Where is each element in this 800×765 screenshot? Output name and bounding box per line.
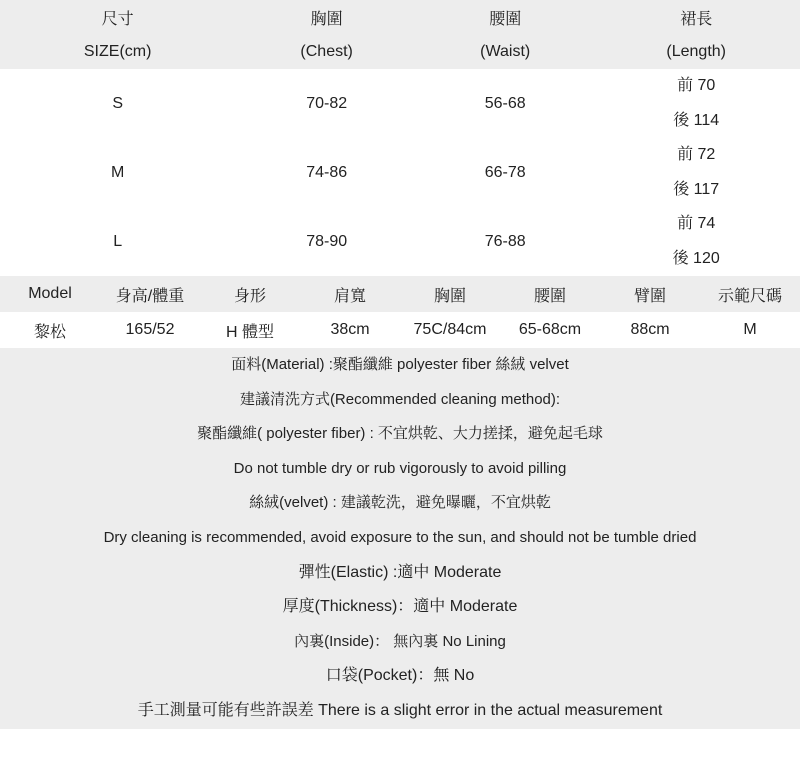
- model-value-cell: 38cm: [300, 312, 400, 348]
- header-length-en: (Length): [592, 35, 800, 70]
- length-value: [592, 207, 800, 276]
- size-label: S: [0, 69, 235, 138]
- header-waist-en: (Waist): [418, 35, 592, 70]
- length-back: 後 120: [672, 249, 720, 267]
- waist-value: 66-78: [418, 138, 592, 207]
- length-front: 前 74: [677, 215, 716, 232]
- header-length-zh: 裙長: [592, 0, 800, 35]
- model-header-cell: Model: [0, 276, 100, 312]
- size-chart-header-zh: [0, 0, 800, 35]
- thickness-note: 厚度(Thickness)：適中 Moderate: [282, 598, 518, 616]
- model-value-row: [0, 312, 800, 348]
- length-front: 前 72: [677, 146, 716, 163]
- size-row-m: [0, 138, 800, 207]
- measurement-disclaimer: 手工測量可能有些許誤差 There is a slight error in the actual measurement: [137, 701, 663, 719]
- length-back: 後 114: [673, 111, 720, 129]
- model-header-cell: 胸圍: [400, 276, 500, 312]
- waist-value: 76-88: [418, 207, 592, 276]
- polyester-care-note-en: Do not tumble dry or rub vigorously to avoid pilling: [233, 459, 567, 477]
- size-row-s: [0, 69, 800, 138]
- length-front: 前 70: [677, 77, 716, 94]
- model-value-cell: 黎松: [0, 312, 100, 348]
- model-header-row: [0, 276, 800, 312]
- chest-value: 78-90: [235, 207, 418, 276]
- model-value-cell: M: [700, 312, 800, 348]
- model-header-cell: 示範尺碼: [700, 276, 800, 312]
- header-size-zh: 尺寸: [0, 0, 235, 35]
- model-value-cell: 88cm: [600, 312, 700, 348]
- model-value-cell: H 體型: [200, 312, 300, 348]
- model-value-cell: 165/52: [100, 312, 200, 348]
- length-value: [592, 69, 800, 138]
- polyester-care-note: 聚酯纖維( polyester fiber) : 不宜烘乾、大力搓揉，避免起毛球: [197, 425, 603, 443]
- model-header-cell: 身形: [200, 276, 300, 312]
- chest-value: 74-86: [235, 138, 418, 207]
- model-value-cell: 75C/84cm: [400, 312, 500, 348]
- bottom-spacer: [0, 729, 800, 765]
- length-value: [592, 138, 800, 207]
- velvet-care-note: 絲絨(velvet) : 建議乾洗，避免曝曬，不宜烘乾: [249, 494, 551, 512]
- model-info-table: [0, 276, 800, 348]
- length-back: 後 117: [673, 180, 720, 198]
- chest-value: 70-82: [235, 69, 418, 138]
- size-row-l: [0, 207, 800, 276]
- header-waist-zh: 腰圍: [418, 0, 592, 35]
- model-header-cell: 身高/體重: [100, 276, 200, 312]
- size-label: L: [0, 207, 235, 276]
- product-notes: [0, 348, 800, 729]
- header-size-en: SIZE(cm): [0, 35, 235, 70]
- cleaning-method-title: 建議清洗方式(Recommended cleaning method):: [239, 390, 561, 408]
- pocket-note: 口袋(Pocket)：無 No: [325, 667, 475, 685]
- elastic-note: 彈性(Elastic) :適中 Moderate: [298, 563, 502, 581]
- waist-value: 56-68: [418, 69, 592, 138]
- header-chest-zh: 胸圍: [235, 0, 418, 35]
- size-chart-header-en: [0, 35, 800, 70]
- model-header-cell: 臂圍: [600, 276, 700, 312]
- model-value-cell: 65-68cm: [500, 312, 600, 348]
- model-header-cell: 腰圍: [500, 276, 600, 312]
- material-note: 面料(Material) :聚酯纖維 polyester fiber 絲絨 velvet: [231, 356, 569, 373]
- velvet-care-note-en: Dry cleaning is recommended, avoid exposure to the sun, and should not be tumble dried: [103, 528, 697, 546]
- header-chest-en: (Chest): [235, 35, 418, 70]
- size-label: M: [0, 138, 235, 207]
- model-header-cell: 肩寬: [300, 276, 400, 312]
- size-chart-table: [0, 0, 800, 276]
- lining-note: 內裏(Inside)： 無內裏 No Lining: [294, 632, 506, 650]
